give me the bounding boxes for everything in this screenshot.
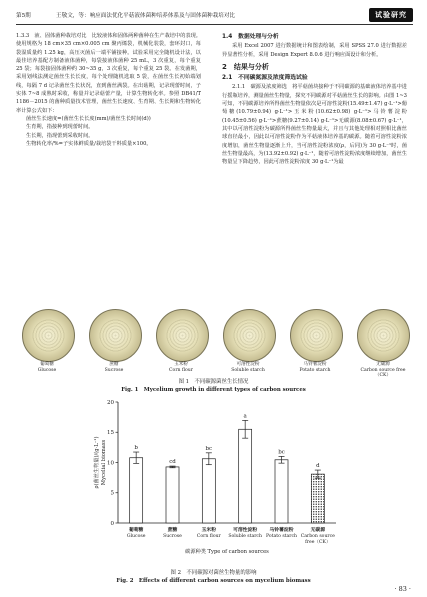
significance-letter: b	[134, 445, 138, 452]
journal-section-logo: 试验研究	[369, 8, 413, 22]
issue-number: 第5期	[16, 13, 31, 19]
x-tick-label-en: free（CK）	[305, 540, 331, 545]
x-tick-label-en: Potato starch	[266, 534, 297, 539]
x-tick-label-cn: 葡萄糖	[128, 527, 144, 533]
x-tick-label-cn: 蔗糖	[167, 527, 178, 533]
x-tick-label-en: Glucose	[126, 534, 146, 539]
bar	[239, 429, 252, 523]
photo-label: 马铃薯淀粉 Potato starch	[299, 362, 331, 373]
formula-growth-rate: 菌丝生长速度=(菌丝生长长度(mm)/菌丝生长时间(d))	[26, 115, 151, 122]
bar	[202, 459, 215, 523]
x-axis-label: 碳源种类 Type of carbon sources	[185, 549, 269, 555]
paragraph-data-analysis: 采用 Excel 2007 进行数据统计和图表绘制，采用 SPSS 27.0 进行数据差异显著性分析，采用 Design Expert 8.0.6 进行响应面设计和分析。	[222, 43, 407, 58]
petri-dish-carbon-free	[357, 309, 410, 362]
x-tick-label-en: Soluble starch	[228, 534, 262, 539]
fig2-bar-chart	[0, 398, 427, 568]
heading-1-4: 1.4 数据处理与分析	[222, 34, 279, 40]
fig1-petri-dish-photos	[18, 309, 413, 379]
photo-label: 可溶性淀粉 Soluble starch	[231, 362, 265, 373]
significance-letter: bc	[278, 449, 285, 456]
formula-biological-efficiency: 生物转化率/%=子实体鲜质量/栽培袋干料质量×100。	[26, 140, 152, 147]
x-tick-label-cn: 玉米粉	[201, 527, 217, 533]
bar	[130, 458, 143, 523]
y-axis-label-cn: ρ(菌丝生物量)/(g·L⁻¹)	[94, 436, 100, 489]
header-rule	[16, 24, 413, 25]
paragraph-2-1-1: 2.1.1 碳源及浓度筛选 将平菇菌块接种于不同碳源的基础液体培养基中进行摇瓶培养，测量菌丝生物量，探究不同碳源对平菇菌丝生长的影响。由图 1~3 可知，不同碳源培养所得菌丝生物量依次是可溶性淀粉(15.49±1.47) g·L⁻¹>葡萄糖(10.79±0.94) g·L⁻¹>玉米粉(10.62±0.98) g·L⁻¹>马铃薯淀粉(10.45±0.56) g·L⁻¹>蔗糖(9.27±0.14) g·L⁻¹>无碳源(8.08±0.67) g·L⁻¹，其中以可溶性淀粉为碳源所得菌丝生物量最大，并且与其他处理相对照相比菌丝球直径最小，因此以可溶性淀粉作为平菇液体培养基的碳源。随着可溶性淀粉浓度增加，菌丝生物量逐渐上升，当可溶性淀粉浓度(ρ，后同)为 30 g·L⁻¹时，菌丝生物量最高，为(13.92±0.92) g·L⁻¹，随着可溶性淀粉浓度继续增加，菌丝生物量呈下降趋势，因此可溶性淀粉浓度 30 g·L⁻¹为最	[222, 84, 407, 166]
page-number: · 83 ·	[394, 585, 411, 593]
petri-dish-sucrose	[89, 309, 142, 362]
photo-label: 蔗糖 Sucrose	[104, 362, 124, 373]
heading-results: 2 结果与分析	[222, 62, 269, 71]
right-column	[222, 32, 407, 166]
y-tick-label: 15	[107, 430, 114, 437]
y-tick-label: 10	[107, 460, 114, 467]
y-tick-label: 20	[107, 399, 114, 406]
significance-letter: cd	[169, 459, 176, 466]
x-tick-label-en: Sucrose	[163, 534, 182, 539]
x-tick-label-cn: 马铃薯淀粉	[269, 527, 294, 533]
y-axis-label-en: Mycelial biomass	[101, 439, 107, 486]
bar	[166, 467, 179, 523]
running-title: 王敬文，等：响应面法优化平菇液体菌种培养体系及与固体菌种栽培对比	[56, 13, 236, 19]
x-tick-label-en: Corn flour	[196, 534, 221, 539]
fig1-caption: 图 1 不同碳源菌丝生长情况 Fig. 1 Mycelium growth in different types of carbon sources	[121, 379, 306, 393]
photo-label: 玉米粉 Corn flour	[169, 362, 193, 373]
heading-2-1: 2.1 不同碳氮源及浓度筛选试验	[222, 75, 308, 82]
photo-label: 无碳源 Carbon source free （CK）	[360, 362, 406, 379]
photo-label: 葡萄糖 Glucose	[37, 362, 57, 373]
y-tick-label: 5	[110, 490, 114, 497]
significance-letter: bc	[205, 445, 213, 452]
definition-growing-period: 生长期，指现蕾到采收时间。	[26, 132, 94, 139]
definition-growth-period: 生育期，指接种到现蕾时间。	[26, 124, 94, 131]
left-column	[16, 32, 201, 148]
running-header	[16, 8, 413, 24]
x-tick-label-cn: 无碳源	[310, 527, 326, 533]
y-tick-label: 0	[110, 520, 114, 527]
petri-dish-potato-starch	[290, 309, 343, 362]
bar	[275, 460, 288, 523]
petri-dish-glucose	[22, 309, 75, 362]
x-tick-label-en: Carbon source	[300, 534, 335, 539]
paragraph-1-3-3: 1.3.3 液、固体菌种栽培对比 比较液体和固体两种菌种在生产栽培中的表现。使用规格为 18 cm×35 cm×0.005 cm 聚丙烯袋，机械化装袋，套环封口，每袋湿质量约 1.25 kg，高压灭菌后一端平铺接种。试验采用完全随机设计法，以最佳培养基配方制备液体菌种，每袋接液体菌种 25 mL，3 次重复，每个重复 25 袋；每袋接固体菌种约 30~35 g，3 次重复，每个重复 25 袋。在发菌期，采用划线法测定菌丝生长长度，每个处理随机选取 5 袋，在菌丝生长初始端划线，每隔 7 d 记录菌丝生长状况，直到菌丝满袋。在出菇期，记录现蕾时间，子实体 7~8 成熟时采收，称量并记录菇蕾产量，计算生物转化率。参照 DB41/T 1186－2015 的菌种质量技术管理，菌丝生长速度、生育期、生长期和生物转化率计算公式如下：	[16, 33, 201, 114]
bar	[311, 474, 324, 523]
x-tick-label-cn: 可溶性淀粉	[233, 527, 258, 533]
fig2-caption: 图 2 不同碳源对菌丝生物量的影响 Fig. 2 Effects of different carbon sources on mycelium biomass	[116, 570, 311, 584]
significance-letter: d	[316, 463, 320, 470]
petri-dish-corn-flour	[156, 309, 209, 362]
petri-dish-soluble-starch	[223, 309, 276, 362]
significance-letter: a	[243, 413, 247, 420]
